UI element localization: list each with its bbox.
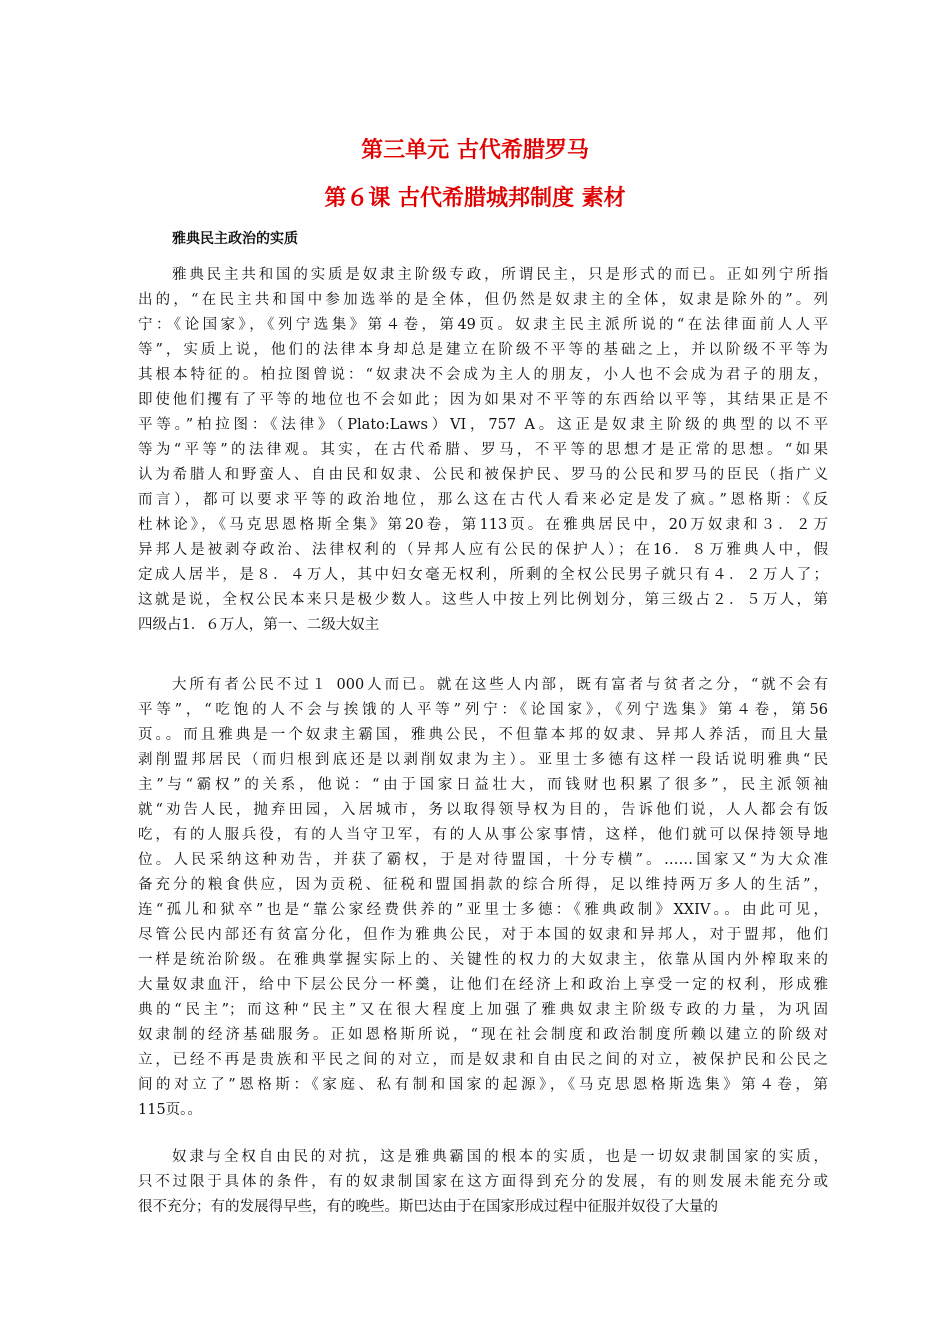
paragraph-line: 很不充分；有的发展得早些，有的晚些。斯巴达由于在国家形成过程中征服并奴役了大量的 — [138, 1199, 718, 1215]
paragraph-line: 四级占1．６万人，第一、二级大奴主 — [138, 617, 380, 633]
paragraph-line: 出的，“在民主共和国中参加选举的是全体，但仍然是奴隶主的全体，奴隶是除外的”。列 — [138, 292, 828, 308]
paragraph-line: 这就是说，全权公民本来只是极少数人。这些人中按上列比例划分，第三级占２．５万人，第 — [138, 592, 828, 608]
paragraph-line: 备充分的粮食供应，因为贡税、征税和盟国捐款的综合所得，足以维持两万多人的生活”， — [138, 877, 828, 893]
paragraph-line: 间的对立了”恩格斯：《家庭、私有制和国家的起源》，《马克思恩格斯选集》第４卷，第 — [138, 1077, 828, 1093]
paragraph-line: 定成人居半，是８．４万人，其中妇女毫无权利，所剩的全权公民男子就只有４．２万人了； — [138, 567, 828, 583]
paragraph-line: 大量奴隶血汗，给中下层公民分一杯羹，让他们在经济上和政治上享受一定的权利，形成雅 — [138, 977, 828, 993]
paragraph-line: 就“劝告人民，抛弃田园，入居城市，务以取得领导权为目的，告诉他们说，人人都会有饭 — [138, 802, 828, 818]
paragraph-line: 平等”，“吃饱的人不会与挨饿的人平等”列宁：《论国家》，《列宁选集》第４卷，第56 — [138, 702, 828, 718]
paragraph-line: 位。人民采纳这种劝告，并获了霸权，于是对待盟国，十分专横”。……国家又“为大众准 — [138, 852, 828, 868]
paragraph-line: 尽管公民内部还有贫富分化，但作为雅典公民，对于本国的奴隶和异邦人，对于盟邦，他们 — [138, 927, 828, 943]
paragraph-3 — [138, 1145, 828, 1220]
paragraph-line: 而言），都可以要求平等的政治地位，那么这在古代人看来必定是发了疯。”恩格斯：《反 — [138, 492, 828, 508]
paragraph-line: 其根本特征的。柏拉图曾说：“奴隶决不会成为主人的朋友，小人也不会成为君子的朋友， — [138, 367, 828, 383]
section-heading: 雅典民主政治的实质 — [172, 231, 298, 247]
paragraph-line: 连“孤儿和狱卒”也是“靠公家经费供养的”亚里士多德：《雅典政制》XXIV。。由此可见， — [138, 902, 828, 918]
paragraph-line: 即使他们攫有了平等的地位也不会如此；因为如果对不平等的东西给以平等，其结果正是不 — [138, 392, 828, 408]
paragraph-line: 异邦人是被剥夺政治、法律权利的（异邦人应有公民的保护人）；在16．８万雅典人中，假 — [138, 542, 828, 558]
paragraph-line: 大所有者公民不过１ 000人而已。就在这些人内部，既有富者与贫者之分，“就不会有 — [172, 677, 828, 693]
paragraph-line: 认为希腊人和野蛮人、自由民和奴隶、公民和被保护民、罗马的公民和罗马的臣民（指广义 — [138, 467, 828, 483]
paragraph-line: 等”，实质上说，他们的法律本身却总是建立在阶级不平等的基础之上，并以阶级不平等为 — [138, 342, 828, 358]
paragraph-line: 平等。”柏拉图：《法律》（Plato:Laws）VI，757 A。这正是奴隶主阶级的典型的以不平 — [138, 417, 828, 433]
paragraph-line: 杜林论》，《马克思恩格斯全集》第20卷，第113页。在雅典居民中，20万奴隶和３．２万 — [138, 517, 828, 533]
paragraph-line: 吃，有的人服兵役，有的人当守卫军，有的人从事公家事情，这样，他们就可以保持领导地 — [138, 827, 828, 843]
paragraph-line: 奴隶制的经济基础服务。正如恩格斯所说，“现在社会制度和政治制度所赖以建立的阶级对 — [138, 1027, 828, 1043]
paragraph-line: 雅典民主共和国的实质是奴隶主阶级专政，所谓民主，只是形式的而已。正如列宁所指 — [172, 267, 828, 283]
paragraph-line: 115页。。 — [138, 1102, 202, 1118]
paragraph-line: 典的“民主”；而这种“民主”又在很大程度上加强了雅典奴隶主阶级专政的力量，为巩固 — [138, 1002, 828, 1018]
paragraph-1 — [138, 263, 828, 638]
paragraph-line: 宁：《论国家》，《列宁选集》第４卷，第49页。奴隶主民主派所说的“在法律面前人人平 — [138, 317, 828, 333]
paragraph-line: 等为“平等”的法律观。其实，在古代希腊、罗马，不平等的思想才是正常的思想。“如果 — [138, 442, 828, 458]
lesson-title: 第６课 古代希腊城邦制度 素材 — [324, 186, 626, 211]
paragraph-line: 剥削盟邦居民（而归根到底还是以剥削奴隶为主）。亚里士多德有这样一段话说明雅典“民 — [138, 752, 828, 768]
paragraph-line: 只不过限于具体的条件，有的奴隶制国家在这方面得到充分的发展，有的则发展未能充分或 — [138, 1174, 828, 1190]
paragraph-line: 奴隶与全权自由民的对抗，这是雅典霸国的根本的实质，也是一切奴隶制国家的实质， — [172, 1149, 828, 1165]
paragraph-2 — [138, 673, 828, 1123]
paragraph-line: 立，已经不再是贵族和平民之间的对立，而是奴隶和自由民之间的对立，被保护民和公民之 — [138, 1052, 828, 1068]
paragraph-line: 一样是统治阶级。在雅典掌握实际上的、关键性的权力的大奴隶主，依靠从国内外榨取来的 — [138, 952, 828, 968]
paragraph-line: 主”与“霸权”的关系，他说：“由于国家日益壮大，而钱财也积累了很多”，民主派领袖 — [138, 777, 828, 793]
unit-title: 第三单元 古代希腊罗马 — [361, 138, 589, 163]
paragraph-line: 页。。而且雅典是一个奴隶主霸国，雅典公民，不但靠本邦的奴隶、异邦人养活，而且大量 — [138, 727, 828, 743]
